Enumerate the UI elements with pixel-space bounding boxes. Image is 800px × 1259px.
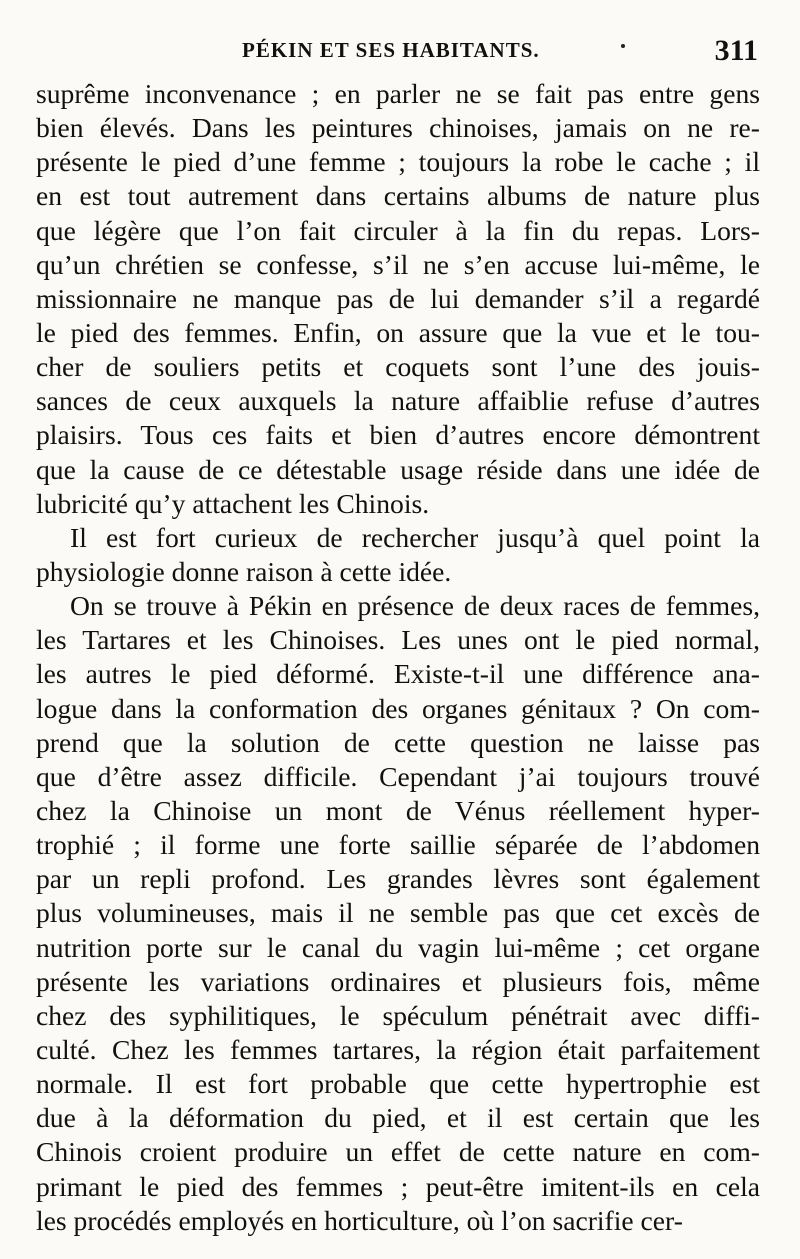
decorative-dot — [621, 44, 625, 48]
paragraph — [36, 77, 760, 521]
text-line: normale. Il est fort probable que cette hypertrophie est — [36, 1068, 760, 1100]
text-line: que légère que l’on fait circuler à la fin du repas. Lors- — [36, 214, 760, 246]
text-line: bien élevés. Dans les peintures chinoises, jamais on ne re- — [36, 112, 760, 144]
text-line: due à la déformation du pied, et il est certain que les — [36, 1102, 760, 1134]
page-number: 311 — [714, 34, 758, 67]
text-line: On se trouve à Pékin en présence de deux races de femmes, — [70, 590, 760, 622]
text-line: Chinois croient produire un effet de cette nature en com- — [36, 1136, 760, 1168]
text-line: par un repli profond. Les grandes lèvres sont également — [36, 863, 760, 895]
text-line: missionnaire ne manque pas de lui demander s’il a regardé — [36, 282, 760, 314]
text-line: sances de ceux auxquels la nature affaiblie refuse d’autres — [36, 385, 760, 417]
text-line: suprême inconvenance ; en parler ne se fait pas entre gens — [36, 78, 760, 109]
text-line: le pied des femmes. Enfin, on assure que la vue et le tou- — [36, 316, 760, 348]
text-line: nutrition porte sur le canal du vagin lui-même ; cet organe — [36, 931, 760, 963]
text-line: présente le pied d’une femme ; toujours la robe le cache ; il — [36, 146, 760, 178]
text-line: chez la Chinoise un mont de Vénus réellement hyper- — [36, 794, 760, 826]
paragraph — [36, 521, 760, 589]
text-line: les autres le pied déformé. Existe-t-il une différence ana- — [36, 658, 760, 690]
text-line: présente les variations ordinaires et plusieurs fois, même — [36, 965, 760, 997]
text-line: que la cause de ce détestable usage réside dans une idée de — [36, 453, 760, 485]
text-line: culté. Chez les femmes tartares, la région était parfaitement — [36, 1033, 760, 1065]
text-line: que d’être assez difficile. Cependant j’ai toujours trouvé — [36, 760, 760, 792]
text-line: trophié ; il forme une forte saillie séparée de l’abdomen — [36, 829, 760, 861]
text-line: les procédés employés en horticulture, où l’on sacrifie cer- — [36, 1204, 683, 1236]
text-line: plaisirs. Tous ces faits et bien d’autres encore démontrent — [36, 419, 760, 451]
text-line: plus volumineuses, mais il ne semble pas que cet excès de — [36, 897, 760, 929]
running-head — [0, 34, 800, 74]
body-text — [36, 77, 760, 1238]
text-line: chez des syphilitiques, le spéculum pénétrait avec diffi- — [36, 999, 760, 1031]
text-line: prend que la solution de cette question ne laisse pas — [36, 726, 760, 758]
text-line: primant le pied des femmes ; peut-être imitent-ils en cela — [36, 1170, 760, 1202]
text-line: Il est fort curieux de rechercher jusqu’à quel point la — [70, 521, 760, 553]
text-line: qu’un chrétien se confesse, s’il ne s’en accuse lui-même, le — [36, 248, 760, 280]
text-line: en est tout autrement dans certains albums de nature plus — [36, 180, 760, 212]
running-head-title: PÉKIN ET SES HABITANTS. — [242, 38, 540, 62]
text-line: les Tartares et les Chinoises. Les unes ont le pied normal, — [36, 624, 760, 656]
paragraph — [36, 589, 760, 1238]
text-line: physiologie donne raison à cette idée. — [36, 555, 452, 587]
text-line: lubricité qu’y attachent les Chinois. — [36, 487, 430, 519]
text-line: cher de souliers petits et coquets sont l’une des jouis- — [36, 351, 760, 383]
text-line: logue dans la conformation des organes génitaux ? On com- — [36, 692, 760, 724]
